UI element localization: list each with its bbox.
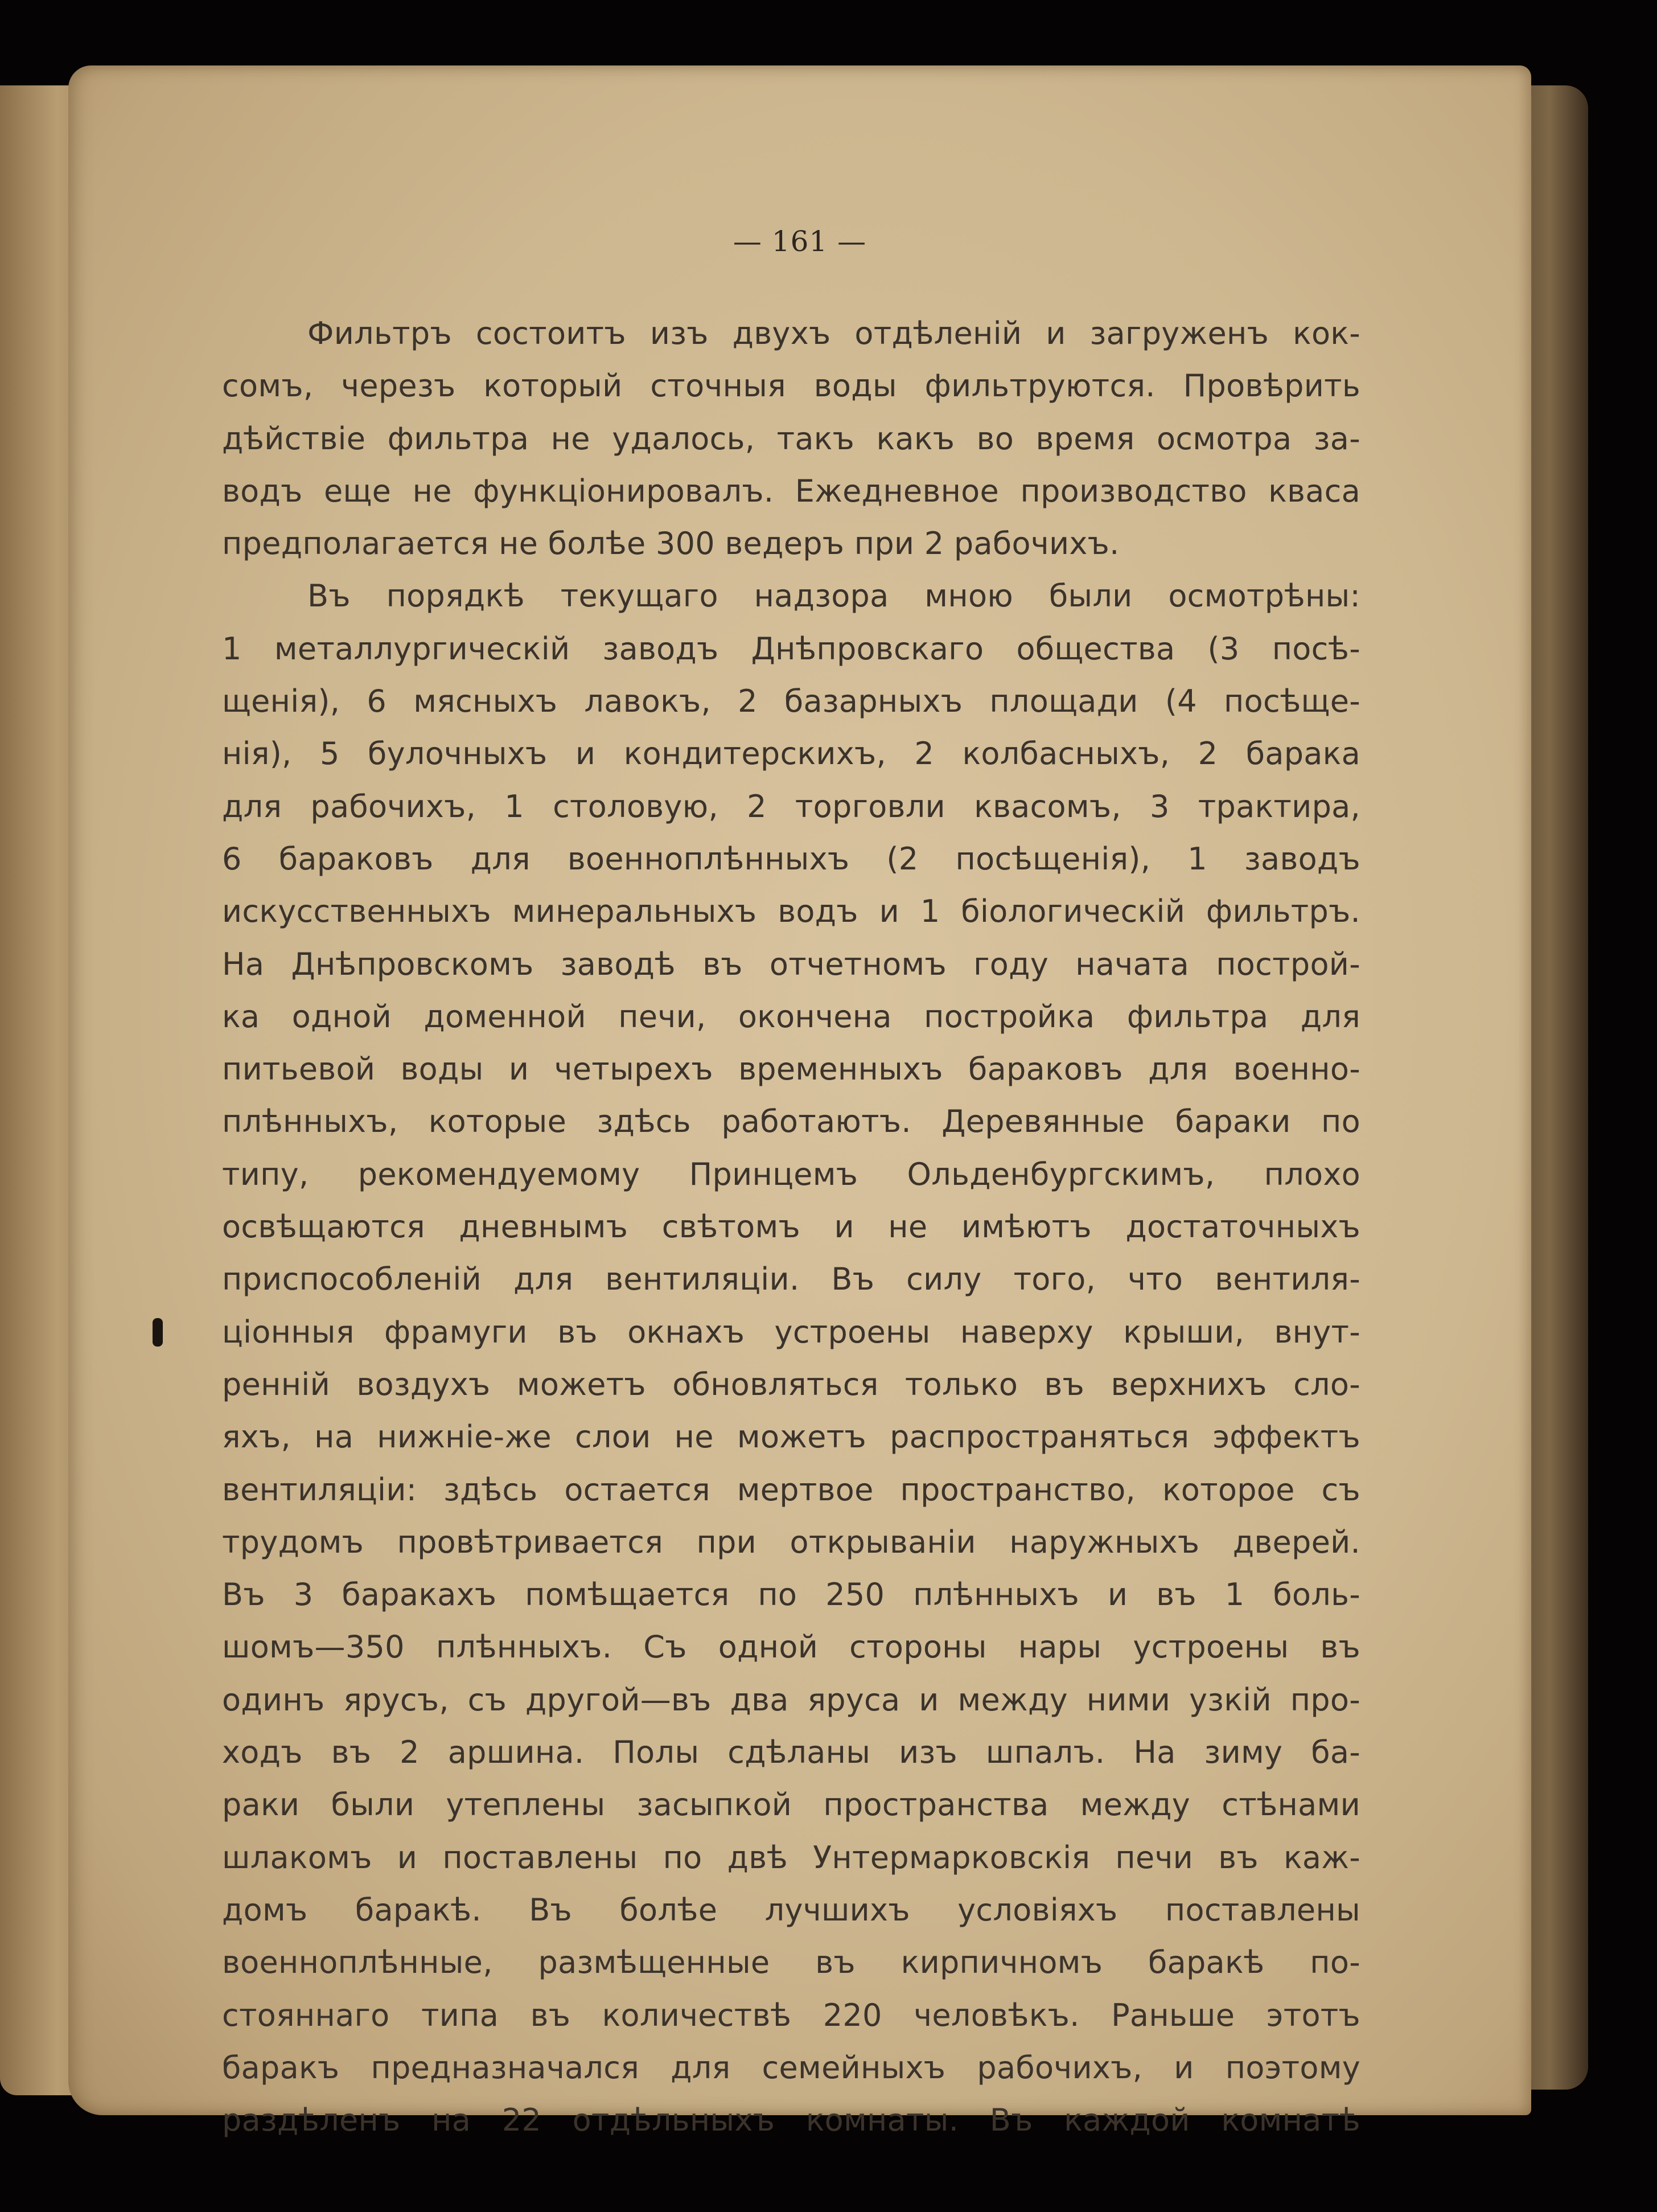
text-line: раздѣленъ на 22 отдѣльныхъ комнаты. Въ каждой комнатѣ [222, 2102, 1360, 2139]
text-line: домъ баракѣ. Въ болѣе лучшихъ условіяхъ поставлены [222, 1891, 1360, 1928]
text-line: 1 металлургическій заводъ Днѣпровскаго общества (3 посѣ- [222, 630, 1360, 667]
text-line: баракъ предназначался для семейныхъ рабочихъ, и поэтому [222, 2049, 1360, 2086]
text-line: типу, рекомендуемому Принцемъ Ольденбургскимъ, плохо [222, 1156, 1360, 1192]
text-line: водъ еще не функціонировалъ. Ежедневное производство кваса [222, 473, 1360, 509]
text-line: яхъ, на нижніе-же слои не можетъ распространяться эффектъ [222, 1419, 1360, 1455]
binding-mark [153, 1318, 163, 1347]
text-line: сомъ, черезъ который сточныя воды фильтруются. Провѣрить [222, 368, 1360, 404]
text-line: На Днѣпровскомъ заводѣ въ отчетномъ году начата построй- [222, 946, 1360, 982]
text-line: ренній воздухъ можетъ обновляться только въ верхнихъ сло- [222, 1366, 1360, 1402]
text-line: военноплѣнные, размѣщенные въ кирпичномъ баракѣ по- [222, 1944, 1360, 1981]
text-line: предполагается не болѣе 300 ведеръ при 2 рабочихъ. [222, 526, 1120, 562]
page-number: — 161 — [733, 225, 867, 258]
text-line: искусственныхъ минеральныхъ водъ и 1 біологическій фильтръ. [222, 893, 1360, 930]
text-line: ка одной доменной печи, окончена постройка фильтра для [222, 998, 1360, 1035]
page-text [222, 307, 1360, 2147]
text-line: для рабочихъ, 1 столовую, 2 торговли квасомъ, 3 трактира, [222, 788, 1360, 824]
text-line: 6 бараковъ для военноплѣнныхъ (2 посѣщенія), 1 заводъ [222, 840, 1360, 877]
text-line: ходъ въ 2 аршина. Полы сдѣланы изъ шпалъ. На зиму ба- [222, 1734, 1360, 1771]
text-line: стояннаго типа въ количествѣ 220 человѣкъ. Раньше этотъ [222, 1997, 1360, 2033]
text-line: шлакомъ и поставлены по двѣ Унтермарковскія печи въ каж- [222, 1839, 1360, 1876]
text-line: Фильтръ состоитъ изъ двухъ отдѣленій и загруженъ кок- [307, 315, 1360, 351]
text-line: приспособленій для вентиляціи. Въ силу того, что вентиля- [222, 1261, 1360, 1298]
text-line: шомъ—350 плѣнныхъ. Съ одной стороны нары устроены въ [222, 1629, 1360, 1665]
text-line: щенія), 6 мясныхъ лавокъ, 2 базарныхъ площади (4 посѣще- [222, 683, 1360, 720]
text-line: ціонныя фрамуги въ окнахъ устроены наверху крыши, внут- [222, 1314, 1360, 1350]
text-line: Въ порядкѣ текущаго надзора мною были осмотрѣны: [307, 578, 1360, 614]
text-line: нія), 5 булочныхъ и кондитерскихъ, 2 колбасныхъ, 2 барака [222, 736, 1360, 772]
text-line: одинъ ярусъ, съ другой—въ два яруса и между ними узкій про- [222, 1681, 1360, 1718]
text-line: освѣщаются дневнымъ свѣтомъ и не имѣютъ достаточныхъ [222, 1209, 1360, 1245]
text-line: раки были утеплены засыпкой пространства между стѣнами [222, 1787, 1360, 1823]
text-line: Въ 3 баракахъ помѣщается по 250 плѣнныхъ и въ 1 боль- [222, 1577, 1360, 1613]
book-page [68, 65, 1531, 2139]
text-line: дѣйствіе фильтра не удалось, такъ какъ во время осмотра за- [222, 420, 1360, 457]
text-line: трудомъ провѣтривается при открываніи наружныхъ дверей. [222, 1524, 1360, 1560]
text-line: вентиляціи: здѣсь остается мертвое пространство, которое съ [222, 1471, 1360, 1508]
text-line: плѣнныхъ, которые здѣсь работаютъ. Деревянные бараки по [222, 1103, 1360, 1140]
text-line: питьевой воды и четырехъ временныхъ бараковъ для военно- [222, 1051, 1360, 1087]
